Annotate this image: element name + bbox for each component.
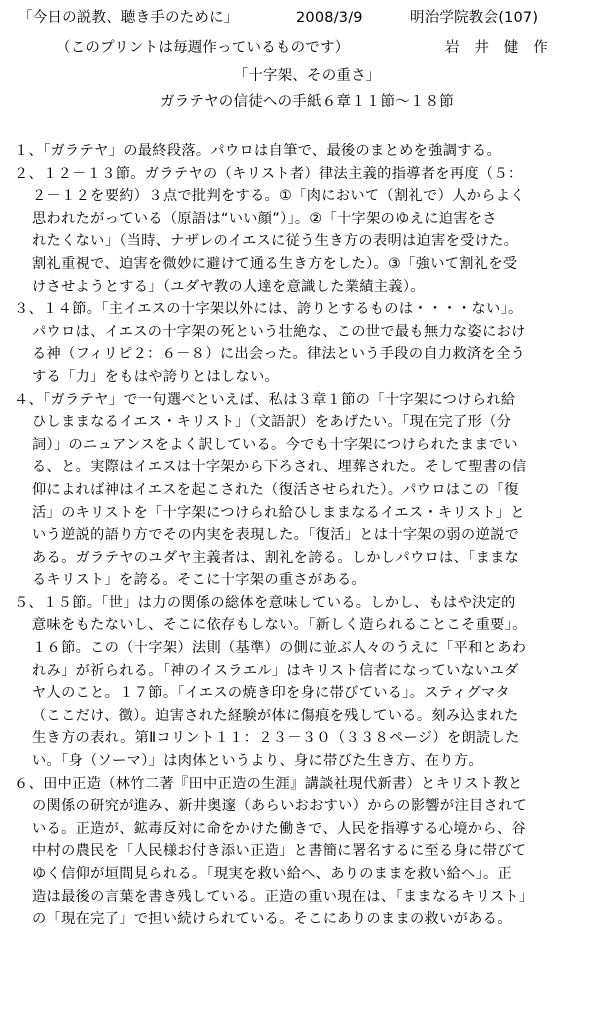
section-line: ６、田中正造（林竹二著『田中正造の生涯』講談社現代新書）とキリスト教と xyxy=(14,775,523,792)
sermon-body xyxy=(14,140,610,931)
church-name: 明治学院教会(107) xyxy=(410,10,539,26)
section-line: ３、１４節。「主イエスの十字架以外には、誇りとするものは・・・・ない」。 xyxy=(14,301,523,318)
section-line: 意味をもたないし、そこに依存もしない。「新しく造られることこそ重要」。 xyxy=(32,617,527,634)
section-line: 中村の農民を「人民様お付き添い正造」と書簡に署名するに至る身に帯びて xyxy=(32,843,527,860)
section-line: する「力」をもはや誇りとはしない。 xyxy=(32,368,280,385)
section-line: 割礼重視で、迫害を微妙に避けて通る生き方をした）。③「強いて割礼を受 xyxy=(32,255,518,272)
section-line: １６節。この（十字架）法則（基準）の側に並ぶ人々のうえに「平和とあわ xyxy=(32,640,527,657)
section-line: れたくない」（当時、ナザレのイエスに従う生き方の表明は迫害を受けた。 xyxy=(32,233,519,250)
print-note: （このプリントは毎週作っているものです） xyxy=(56,40,350,56)
section-line: 仰によれば神はイエスを起こされた（復活させられた）。パウロはこの「復 xyxy=(32,481,519,498)
section-line: １、「ガラテヤ」の最終段落。パウロは自筆で、最後のまとめを強調する。 xyxy=(14,143,501,159)
section-line: ある。ガラテヤのユダヤ主義者は、割礼を誇る。しかしパウロは、「ままな xyxy=(32,549,520,566)
section-line: 活」のキリストを「十字架につけられ給ひしままなるイエス・キリスト」と xyxy=(32,504,525,521)
section-line: いる。正造が、鉱毒反対に命をかけた働きで、人民を指導する心境から、谷 xyxy=(32,820,526,837)
section-line: ２、１２－１３節。ガラテヤの（キリスト者）律法主義的指導者を再度（５： xyxy=(14,165,523,182)
section-line: ヤ人のこと。１７節。「イエスの焼き印を身に帯びている」。スティグマタ xyxy=(32,685,511,702)
scripture-reference: ガラテヤの信徒への手紙６章１１節～１８節 xyxy=(160,94,454,110)
section-line: ２－１２を要約）３点で批判をする。①「肉において（割礼で）人からよく xyxy=(32,188,525,205)
section-line: 思われたがっている（原語は“いい顔”）」。②「十字架のゆえに迫害をさ xyxy=(32,210,497,227)
section-2 xyxy=(14,163,610,299)
section-line: ひしままなるイエス・キリスト」（文語訳）をあげたい。「現在完了形（分 xyxy=(32,414,512,431)
section-line: い。「身（ソーマ）」は肉体というより、身に帯びた生き方、在り方。 xyxy=(32,753,484,770)
section-line: の「現在完了」で担い続けられている。そこにありのままの救いがある。 xyxy=(32,911,512,928)
section-line: ５、１５節。「世」は力の関係の総体を意味している。しかし、もはや決定的 xyxy=(14,594,516,611)
section-4 xyxy=(14,389,610,592)
section-line: 詞）」のニュアンスをよく訳している。今でも十字架につけられたままでい xyxy=(32,436,518,453)
sermon-title: 「十字架、その重さ」 xyxy=(233,68,381,84)
section-line: る神（フィリピ２：６－８）に出会った。律法という手段の自力救済を全う xyxy=(32,346,526,363)
section-line: るキリスト」を誇る。そこに十字架の重さがある。 xyxy=(32,572,367,589)
section-line: 生き方の表れ。第Ⅱコリント１１：２３－３０（３３８ページ）を朗読した xyxy=(32,730,520,747)
section-line: けさせようとする」（ユダヤ教の人達を意識した業績主義）。 xyxy=(32,278,425,295)
section-6 xyxy=(14,773,610,931)
section-line: パウロは、イエスの十字架の死という壮絶な、この世で最も無力な姿におけ xyxy=(32,323,526,340)
section-5 xyxy=(14,592,610,773)
section-line: ４、「ガラテヤ」で一句選べといえば、私は３章１節の「十字架につけられ給 xyxy=(14,391,516,408)
section-line: の関係の研究が進み、新井奥邃（あらいおおすい）からの影響が注目されて xyxy=(32,798,528,815)
handout-title: 「今日の説教、聴き手のために」 xyxy=(18,10,239,26)
section-line: ゆく信仰が垣間見られる。「現実を救い給へ、ありのままを救い給へ」。正 xyxy=(32,866,513,882)
section-line: る、と。実際はイエスは十字架から下ろされ、埋葬された。そして聖書の信 xyxy=(32,459,527,476)
section-line: れみ」が祈られる。「神のイスラエル」はキリスト信者になっていないユダ xyxy=(32,662,519,679)
section-1 xyxy=(14,140,610,163)
author-name: 岩 井 健 作 xyxy=(445,40,548,56)
section-line: いう逆説的語り方でその内実を表現した。「復活」とは十字架の弱の逆説で xyxy=(32,527,520,544)
section-line: 造は最後の言葉を書き残している。正造の重い現在は、「ままなるキリスト」 xyxy=(32,888,534,905)
section-line: （ここだけ、徴）。迫害された経験が体に傷痕を残している。刻み込まれた xyxy=(32,707,519,724)
sermon-date: 2008/3/9 xyxy=(296,10,363,26)
section-3 xyxy=(14,298,610,388)
